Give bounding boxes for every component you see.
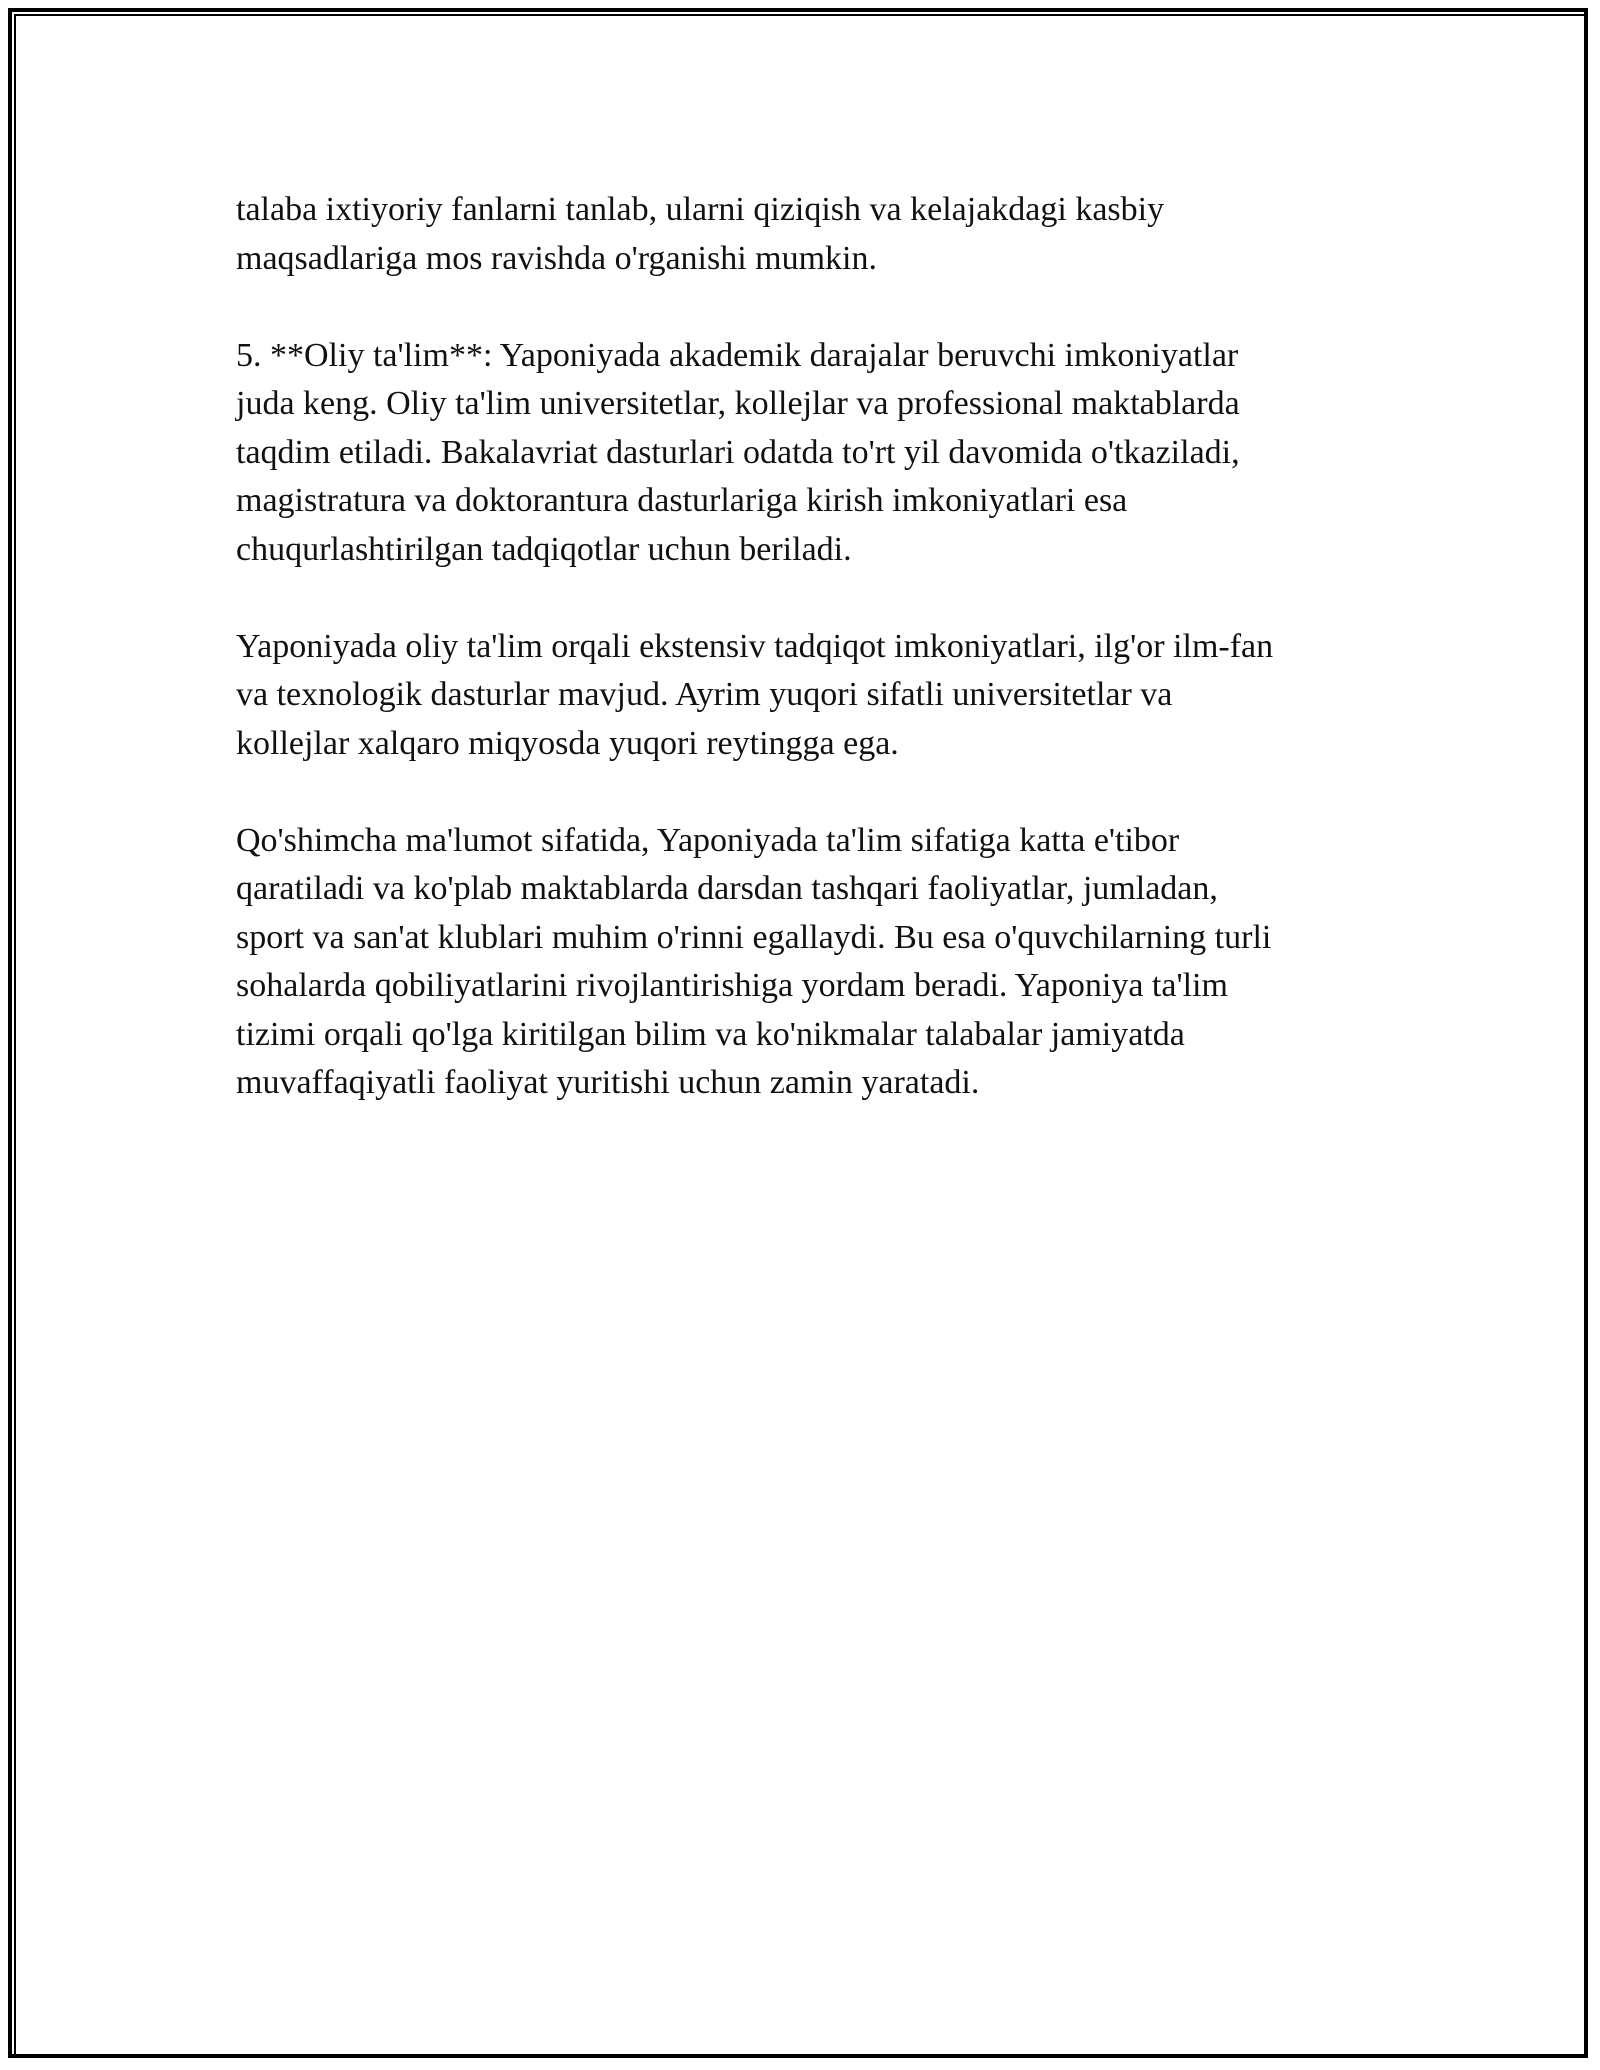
document-body [236,186,1376,1156]
paragraph-continuation: talaba ixtiyoriy fanlarni tanlab, ularni qiziqish va kelajakdagi kasbiy maqsadlariga mos ravishda o'rganishi mumkin. [236,191,1165,277]
paragraph-additional-info: Qo'shimcha ma'lumot sifatida, Yaponiyada ta'lim sifatiga katta e'tibor qaratiladi va ko'plab maktablarda darsdan tashqari faoliyatlar, jumladan, sport va san'at klublari muhim o'rinni egallaydi. Bu esa o'quvchilarning turli sohalarda qobiliyatlarini rivojlantirishiga yordam beradi. Yaponiya ta'lim tizimi orqali qo'lga kiritilgan bilim va ko'nikmalar talabalar jamiyatda muvaffaqiyatli faoliyat yuritishi uchun zamin yaratadi. [236,821,1272,1101]
paragraph-research-opportunities: Yaponiyada oliy ta'lim orqali ekstensiv tadqiqot imkoniyatlari, ilg'or ilm-fan va texnologik dasturlar mavjud. Ayrim yuqori sifatli universitetlar va kollejlar xalqaro miqyosda yuqori reytingga ega. [236,627,1274,762]
paragraph-higher-education: 5. **Oliy ta'lim**: Yaponiyada akademik darajalar beruvchi imkoniyatlar juda keng. Oliy ta'lim universitetlar, kollejlar va professional maktablarda taqdim etiladi. Bakalavriat dasturlari odatda to'rt yil davomida o'tkaziladi, magistratura va doktorantura dasturlariga kirish imkoniyatlari esa chuqurlashtirilgan tadqiqotlar uchun beriladi. [236,336,1240,568]
